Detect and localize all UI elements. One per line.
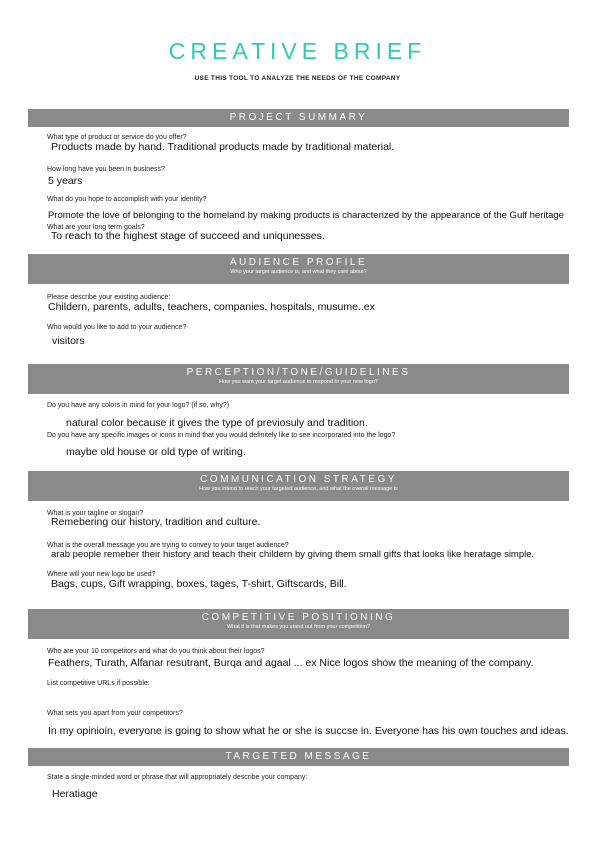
question-single-minded-word: State a single-minded word or phrase that will appropriately describe your company:: [47, 774, 308, 781]
answer-overall-message: arab people remeber their history and teach their childern by giving them small gifts that looks like heratage simple.: [51, 549, 535, 560]
question-existing-audience: Please describe your existing audience:: [47, 294, 171, 301]
answer-images-icons: maybe old house or old type of writing.: [66, 446, 246, 458]
section-header-competitive-positioning: [28, 609, 569, 639]
question-long-term-goals: What are your long term goals?: [47, 224, 145, 231]
section-header-targeted-message: [28, 748, 569, 766]
section-subtitle: What it is that makes you stand out from your competition?: [226, 624, 371, 630]
question-images-icons: Do you have any specific images or icons in mind that you would definitely like to see incorporated into the logo?: [47, 432, 396, 439]
question-competitive-urls: List competitive URLs if possible:: [47, 680, 150, 687]
answer-single-minded-word: Heratiage: [52, 788, 98, 800]
section-title: PERCEPTION/TONE/GUIDELINES: [186, 367, 411, 378]
section-header-communication-strategy: [28, 471, 569, 501]
answer-long-term-goals: To reach to the highest stage of succeed and uniqunesses.: [51, 230, 325, 242]
section-title: TARGETED MESSAGE: [225, 751, 372, 762]
section-header-perception: [28, 364, 569, 394]
answer-competitors: Feathers, Turath, Alfanar resutrant, Burqa and agaal ... ex Nice logos show the meaning of the company.: [48, 657, 534, 669]
answer-tagline: Remebering our history, tradition and culture.: [51, 516, 261, 528]
question-overall-message: What is the overall message you are trying to convey to your target audience?: [47, 542, 289, 549]
answer-add-audience: visitors: [52, 335, 85, 347]
question-product-type: What type of product or service do you offer?: [47, 134, 187, 141]
section-subtitle: Who your target audience is, and what they care about?: [230, 269, 367, 275]
question-logo-usage: Where will your new logo be used?: [47, 571, 156, 578]
section-header-audience-profile: [28, 254, 569, 284]
answer-apart-from-competitors: In my opinioin, everyone is going to show what he or she is succse in. Everyone has his own touches and ideas.: [48, 725, 569, 737]
question-colors: Do you have any colors in mind for your logo? (if so, why?): [47, 402, 230, 409]
answer-time-in-business: 5 years: [48, 175, 83, 187]
answer-logo-usage: Bags, cups, Gift wrapping, boxes, tages, T-shirt, Giftscards, Bill.: [51, 578, 347, 590]
section-subtitle: How you want your target audience to respond to your new logo?: [219, 379, 378, 385]
question-competitors: Who are your 10 competitors and what do you think about their logos?: [47, 648, 265, 655]
question-add-audience: Who would you like to add to your audience?: [47, 324, 187, 331]
question-tagline: What is your tagline or slogan?: [47, 510, 144, 517]
page-subtitle: USE THIS TOOL TO ANALYZE THE NEEDS OF THE COMPANY: [194, 75, 401, 82]
page-title: CREATIVE BRIEF: [168, 38, 427, 64]
answer-product-type: Products made by hand. Traditional products made by traditional material.: [51, 141, 395, 153]
section-title: PROJECT SUMMARY: [229, 112, 368, 123]
answer-identity-goal: Promote the love of belonging to the homeland by making products is characterized by the appearance of the Gulf heritage: [48, 210, 564, 221]
question-identity-goal: What do you hope to accomplish with your identity?: [47, 196, 207, 203]
section-header-project-summary: [28, 109, 569, 127]
answer-colors: natural color because it gives the type of previosuly and tradition.: [66, 417, 368, 429]
question-time-in-business: How long have you been in business?: [47, 166, 165, 173]
section-title: AUDIENCE PROFILE: [229, 257, 368, 268]
section-title: COMMUNICATION STRATEGY: [200, 474, 397, 485]
question-apart-from-competitors: What sets you apart from your competitors?: [47, 710, 183, 717]
section-subtitle: How you intend to reach your targeted audience, and what the overall message is: [199, 486, 398, 492]
answer-existing-audience: Childern, parents, adults, teachers, companies, hospitals, musume..ex: [48, 301, 375, 313]
section-title: COMPETITIVE POSITIONING: [201, 612, 396, 623]
